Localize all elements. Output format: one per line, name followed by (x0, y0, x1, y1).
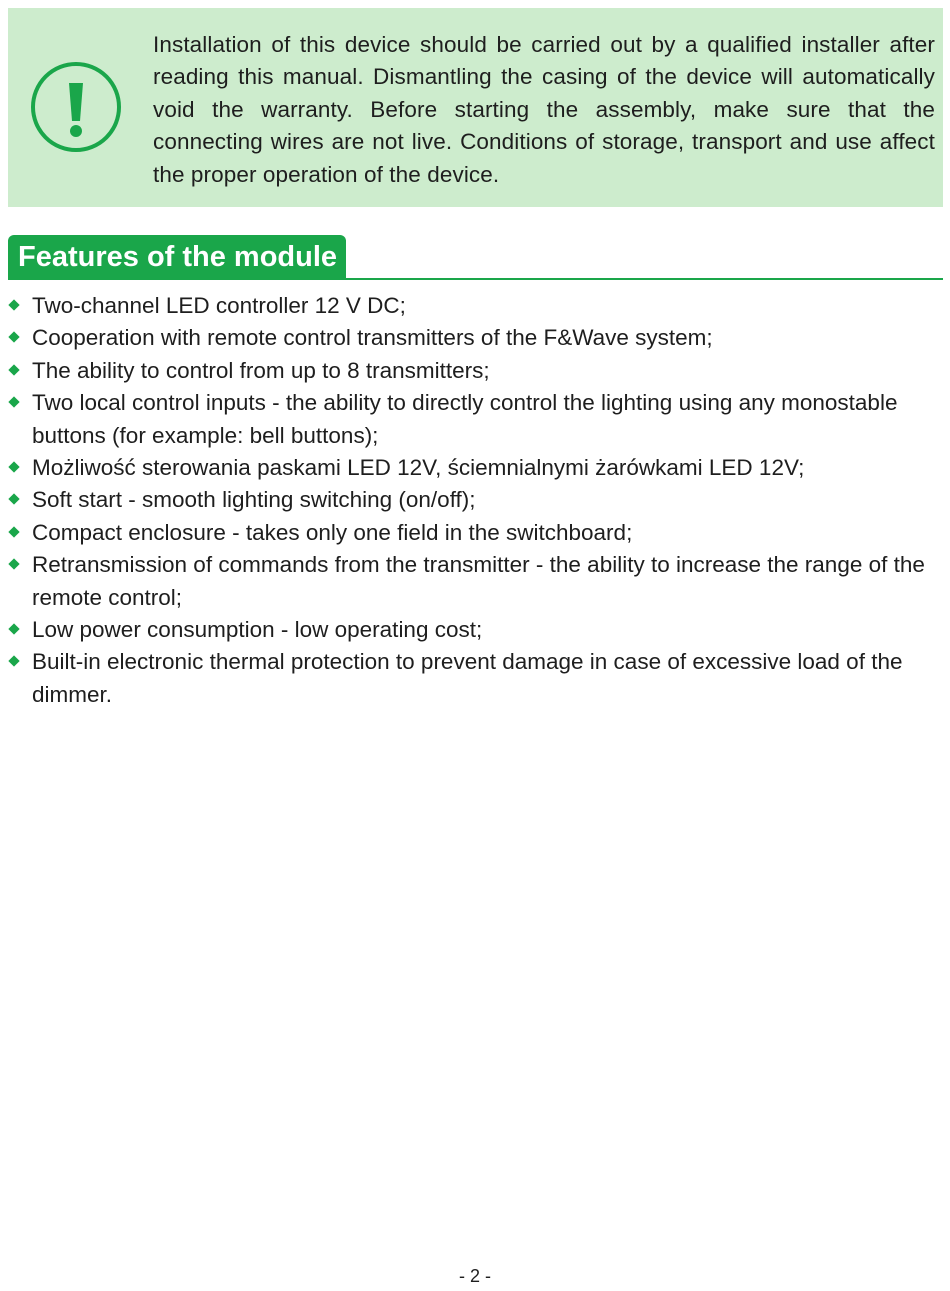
feature-text: Retransmission of commands from the transmitter - the ability to increase the range of the remote control; (32, 552, 925, 610)
section-header (8, 235, 943, 280)
list-item (8, 484, 943, 516)
feature-text: The ability to control from up to 8 transmitters; (32, 357, 490, 383)
bullet-diamond-icon (8, 332, 19, 343)
bullet-diamond-icon (8, 526, 19, 537)
page-number: - 2 - (458, 1266, 491, 1286)
list-item (8, 355, 943, 387)
exclamation-circle-icon (30, 61, 122, 153)
bullet-diamond-icon (8, 364, 19, 375)
feature-text: Two-channel LED controller 12 V DC; (32, 293, 406, 318)
warning-box (8, 8, 943, 207)
list-item (8, 290, 943, 322)
feature-text: Soft start - smooth lighting switching (on/off); (32, 487, 476, 513)
list-item (8, 549, 943, 614)
bullet-diamond-icon (8, 559, 19, 570)
list-item (8, 614, 943, 646)
list-item (8, 452, 943, 484)
bullet-diamond-icon (8, 397, 19, 408)
bullet-diamond-icon (8, 494, 19, 505)
bullet-diamond-icon (8, 656, 19, 667)
list-item (8, 646, 943, 711)
feature-text: Możliwość sterowania paskami LED 12V, ściemnialnymi żarówkami LED 12V; (32, 455, 805, 481)
feature-text: Two local control inputs - the ability to directly control the lighting using any monostable buttons (for example: bell buttons); (32, 390, 898, 448)
list-item (8, 322, 943, 354)
list-item (8, 387, 943, 452)
section-title: Features of the module (18, 241, 338, 273)
list-item (8, 517, 943, 549)
bullet-diamond-icon (8, 461, 19, 472)
feature-text: Low power consumption - low operating cost; (32, 617, 483, 643)
section-tab (8, 235, 346, 278)
bullet-diamond-icon (8, 299, 19, 310)
feature-text: Compact enclosure - takes only one field in the switchboard; (32, 519, 633, 545)
warning-text: Installation of this device should be carried out by a qualified installer after reading this manual. Dismantling the casing of the device will automatically void the warranty. Before starting the assembly, make sure that the connecting wires are not live. Conditions of storage, transport and use affect the proper operation of the device. (153, 32, 935, 187)
feature-text: Built-in electronic thermal protection to prevent damage in case of excessive load of the dimmer. (32, 649, 903, 707)
feature-list (8, 290, 943, 711)
bullet-diamond-icon (8, 623, 19, 634)
feature-text: Cooperation with remote control transmitters of the F&Wave system; (32, 325, 713, 351)
